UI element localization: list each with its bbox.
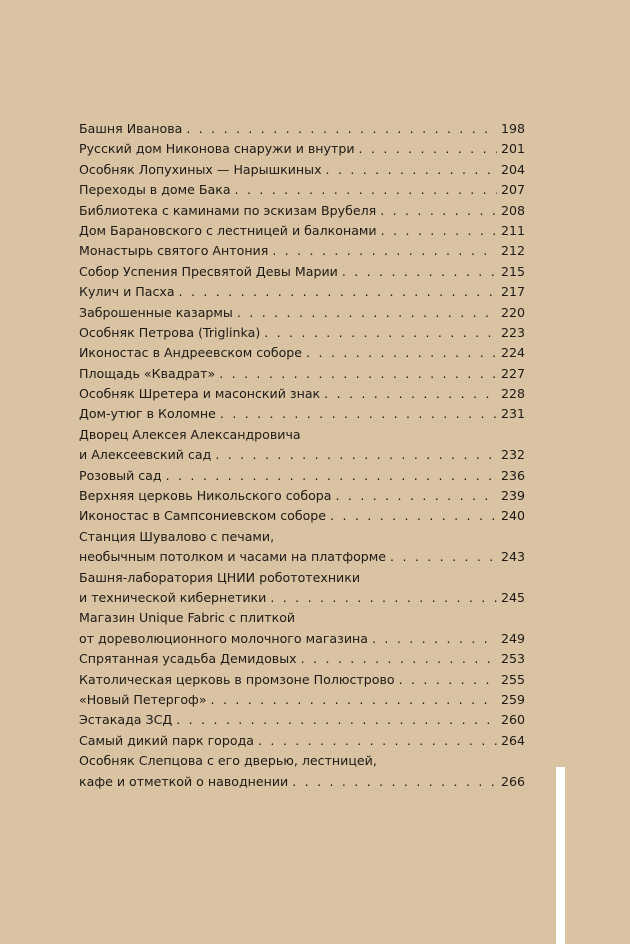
toc-entry-title: и Алексеевский сад: [79, 447, 212, 463]
toc-entry-line-last: [79, 710, 525, 730]
toc-entry-line-last: [79, 221, 525, 241]
toc-entry-line-last: [79, 364, 525, 384]
toc-entry-line-last: [79, 404, 525, 424]
toc-page-number: 217: [500, 284, 525, 300]
toc-entry: [79, 364, 525, 384]
toc-entry-title: Башня Иванова: [79, 121, 183, 136]
toc-entry-line-last: [79, 160, 525, 180]
toc-page-number: 260: [500, 712, 525, 728]
toc-entry-line-last: [79, 506, 525, 526]
toc-entry: [79, 608, 525, 649]
toc-entry-title: Площадь «Квадрат»: [79, 365, 216, 381]
toc-entry: [79, 262, 525, 282]
toc-page-number: 266: [500, 773, 525, 789]
toc-entry-line-last: [79, 262, 525, 282]
toc-leader-dots: [292, 772, 497, 792]
toc-entry: [79, 241, 525, 261]
toc-leader-dots: [399, 670, 497, 690]
toc-entry-title: Монастырь святого Антония: [79, 243, 269, 259]
toc-page-number: 243: [500, 549, 525, 565]
toc-page-number: 255: [500, 671, 525, 687]
toc-leader-dots: [166, 466, 497, 486]
toc-page-number: 231: [500, 406, 525, 422]
toc-leader-dots: [270, 588, 497, 608]
toc-page-number: 212: [500, 243, 525, 259]
toc-entry-title: Иконостас в Сампсониевском соборе: [79, 508, 327, 524]
toc-entry-title: Особняк Петрова (Triglinka): [79, 324, 261, 340]
toc-leader-dots: [380, 201, 497, 221]
toc-entry-line-last: [79, 323, 525, 343]
toc-entry-title: Кулич и Пасха: [79, 284, 175, 300]
toc-entry-title: Башня-лаборатория ЦНИИ робототехники: [79, 569, 361, 585]
toc-leader-dots: [264, 323, 497, 343]
toc-entry: [79, 303, 525, 323]
toc-entry-title: Дворец Алексея Александровича: [79, 426, 301, 442]
toc-leader-dots: [342, 262, 497, 282]
toc-entry: [79, 282, 525, 302]
toc-page-number: 236: [500, 467, 525, 483]
toc-entry-title: Эстакада ЗСД: [79, 712, 173, 728]
toc-entry: [79, 486, 525, 506]
toc-leader-dots: [235, 180, 497, 200]
toc-page-number: 208: [500, 202, 525, 218]
toc-entry-title: Русский дом Никонова снаружи и внутри: [79, 141, 355, 157]
toc-entry: [79, 670, 525, 690]
toc-page-number: 228: [500, 386, 525, 402]
toc-entry-title: и технической кибернетики: [79, 589, 267, 605]
toc-entry-line-last: [79, 649, 525, 669]
toc-entry-line-last: [79, 139, 525, 159]
toc-page-number: 211: [500, 222, 525, 238]
toc-page-number: 223: [500, 324, 525, 340]
toc-entry: [79, 404, 525, 424]
toc-entry: [79, 221, 525, 241]
toc-page-number: 207: [500, 182, 525, 198]
toc-entry-line: [79, 568, 525, 588]
toc-entry: [79, 710, 525, 730]
toc-leader-dots: [186, 119, 497, 139]
toc-entry-title: Католическая церковь в промзоне Полюстрово: [79, 671, 395, 687]
toc-page-number: 240: [500, 508, 525, 524]
toc-entry: [79, 160, 525, 180]
toc-leader-dots: [237, 303, 497, 323]
page-edge-marker: [556, 767, 565, 944]
toc-entry: [79, 119, 525, 139]
toc-entry-line-last: [79, 241, 525, 261]
toc-entry-line-last: [79, 119, 525, 139]
toc-leader-dots: [324, 384, 497, 404]
toc-page-number: 259: [500, 691, 525, 707]
toc-leader-dots: [390, 547, 497, 567]
toc-leader-dots: [336, 486, 497, 506]
toc-page-number: 215: [500, 263, 525, 279]
toc-entry-title: Станция Шувалово с печами,: [79, 528, 275, 544]
toc-entry: [79, 527, 525, 568]
toc-entry-line-last: [79, 547, 525, 567]
toc-entry: [79, 139, 525, 159]
toc-entry-title: Иконостас в Андреевском соборе: [79, 345, 303, 361]
toc-leader-dots: [330, 506, 497, 526]
toc-entry: [79, 731, 525, 751]
toc-page-number: 232: [500, 447, 525, 463]
toc-page-number: 253: [500, 651, 525, 667]
toc-leader-dots: [176, 710, 497, 730]
toc-page-number: 245: [500, 589, 525, 605]
toc-entry-line-last: [79, 772, 525, 792]
toc-entry-title: Библиотека с каминами по эскизам Врубеля: [79, 202, 377, 218]
toc-entry: [79, 201, 525, 221]
toc-leader-dots: [219, 364, 497, 384]
toc-entry-line-last: [79, 384, 525, 404]
toc-leader-dots: [359, 139, 497, 159]
toc-entry: [79, 690, 525, 710]
toc-entry-title: Дом Барановского с лестницей и балконами: [79, 222, 377, 238]
toc-entry-title: Спрятанная усадьба Демидовых: [79, 651, 297, 667]
toc-page-number: 198: [500, 121, 525, 136]
toc-entry-line-last: [79, 303, 525, 323]
toc-page-number: 239: [500, 488, 525, 504]
toc-leader-dots: [215, 445, 497, 465]
toc-entry-line: [79, 608, 525, 628]
toc-entry: [79, 568, 525, 609]
toc-leader-dots: [258, 731, 497, 751]
toc-leader-dots: [381, 221, 497, 241]
toc-entry-title: необычным потолком и часами на платформе: [79, 549, 387, 565]
toc-entry-line-last: [79, 445, 525, 465]
toc-entry-line: [79, 751, 525, 771]
toc-entry-title: кафе и отметкой о наводнении: [79, 773, 289, 789]
toc-leader-dots: [211, 690, 497, 710]
toc-entry-line-last: [79, 486, 525, 506]
toc-page-number: 227: [500, 365, 525, 381]
toc-entry-title: Магазин Unique Fabric с плиткой: [79, 610, 296, 626]
toc-leader-dots: [179, 282, 497, 302]
toc-entry-title: Розовый сад: [79, 467, 162, 483]
toc-leader-dots: [326, 160, 497, 180]
toc-entry-line-last: [79, 588, 525, 608]
toc-page-number: 264: [500, 732, 525, 748]
toc-entry: [79, 506, 525, 526]
toc-entry-title: Дом-утюг в Коломне: [79, 406, 216, 422]
toc-entry-title: Особняк Лопухиных — Нарышкиных: [79, 161, 322, 177]
toc-entry: [79, 649, 525, 669]
toc-entry-line-last: [79, 629, 525, 649]
toc-entry-title: Особняк Слепцова с его дверью, лестницей,: [79, 753, 377, 769]
toc-leader-dots: [220, 404, 497, 424]
toc-page-number: 249: [500, 630, 525, 646]
toc-entry-line-last: [79, 282, 525, 302]
toc-entry-line-last: [79, 731, 525, 751]
toc-entry: [79, 425, 525, 466]
toc-entry: [79, 384, 525, 404]
toc-entry-title: Верхняя церковь Никольского собора: [79, 488, 332, 504]
toc-entry-title: Самый дикий парк города: [79, 732, 255, 748]
toc-entry-line-last: [79, 690, 525, 710]
toc-entry-title: Переходы в доме Бака: [79, 182, 231, 198]
toc-leader-dots: [306, 343, 497, 363]
toc-entry-title: Заброшенные казармы: [79, 304, 233, 320]
toc-entry-title: Особняк Шретера и масонский знак: [79, 386, 321, 402]
table-of-contents: [79, 119, 525, 792]
toc-entry-line-last: [79, 670, 525, 690]
toc-entry-line-last: [79, 180, 525, 200]
toc-leader-dots: [301, 649, 497, 669]
toc-leader-dots: [372, 629, 497, 649]
toc-entry: [79, 466, 525, 486]
toc-entry: [79, 180, 525, 200]
toc-page-number: 224: [500, 345, 525, 361]
toc-entry-title: Собор Успения Пресвятой Девы Марии: [79, 263, 338, 279]
toc-entry: [79, 323, 525, 343]
toc-entry-line: [79, 527, 525, 547]
toc-entry-line: [79, 425, 525, 445]
toc-entry-title: «Новый Петергоф»: [79, 691, 207, 707]
toc-entry-title: от дореволюционного молочного магазина: [79, 630, 368, 646]
toc-page-number: 204: [500, 161, 525, 177]
toc-page-number: 201: [500, 141, 525, 157]
toc-entry-line-last: [79, 466, 525, 486]
toc-page-number: 220: [500, 304, 525, 320]
toc-entry: [79, 751, 525, 792]
toc-leader-dots: [272, 241, 497, 261]
toc-entry-line-last: [79, 201, 525, 221]
toc-entry: [79, 343, 525, 363]
toc-entry-line-last: [79, 343, 525, 363]
